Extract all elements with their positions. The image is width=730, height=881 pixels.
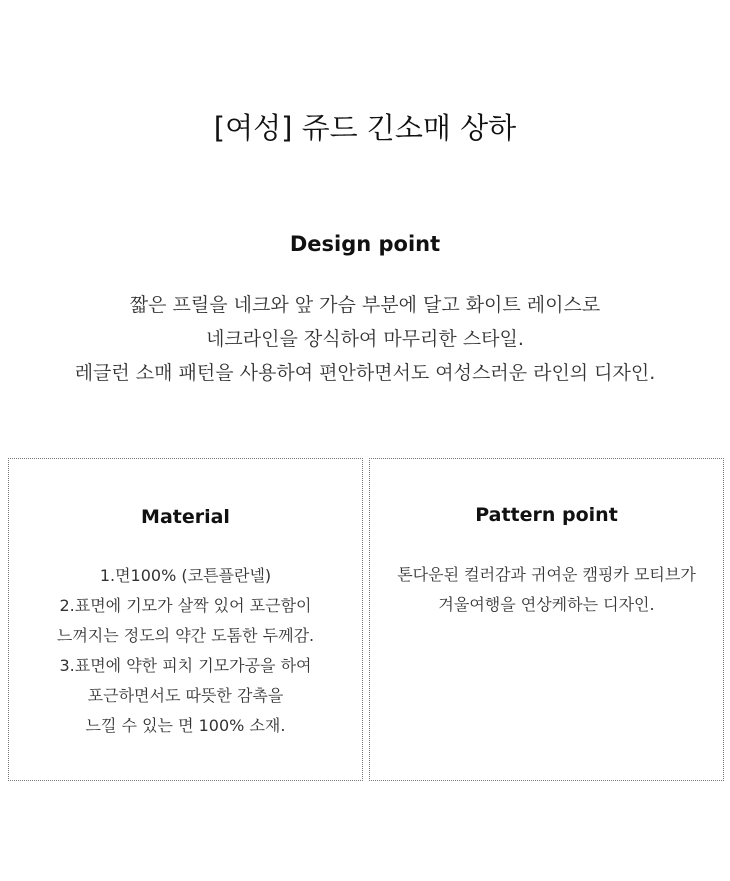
design-point-description — [0, 288, 730, 390]
design-point-heading: Design point — [289, 232, 441, 256]
design-line: 짧은 프릴을 네크와 앞 가슴 부분에 달고 화이트 레이스로 — [129, 294, 601, 316]
material-box — [8, 458, 363, 781]
material-line: 1.면100% (코튼플란넬) — [99, 566, 272, 585]
material-description — [9, 561, 362, 741]
design-line: 네크라인을 장식하여 마무리한 스타일. — [206, 328, 524, 350]
material-line: 포근하면서도 따뜻한 감촉을 — [87, 686, 284, 705]
design-line: 레글런 소매 패턴을 사용하여 편안하면서도 여성스러운 라인의 디자인. — [74, 362, 656, 384]
material-line: 3.표면에 약한 피치 기모가공을 하여 — [59, 656, 312, 675]
material-line: 2.표면에 기모가 살짝 있어 포근함이 — [59, 596, 312, 615]
pattern-description — [370, 560, 723, 620]
material-line: 느껴지는 정도의 약간 도톰한 두께감. — [56, 626, 315, 645]
pattern-line: 톤다운된 컬러감과 귀여운 캠핑카 모티브가 — [397, 565, 696, 584]
material-heading: Material — [141, 506, 230, 528]
pattern-heading: Pattern point — [475, 504, 618, 526]
material-line: 느낄 수 있는 면 100% 소재. — [85, 716, 286, 735]
pattern-box — [369, 458, 724, 781]
pattern-line: 겨울여행을 연상케하는 디자인. — [438, 595, 655, 614]
product-title: [여성] 쥬드 긴소매 상하 — [213, 111, 517, 145]
